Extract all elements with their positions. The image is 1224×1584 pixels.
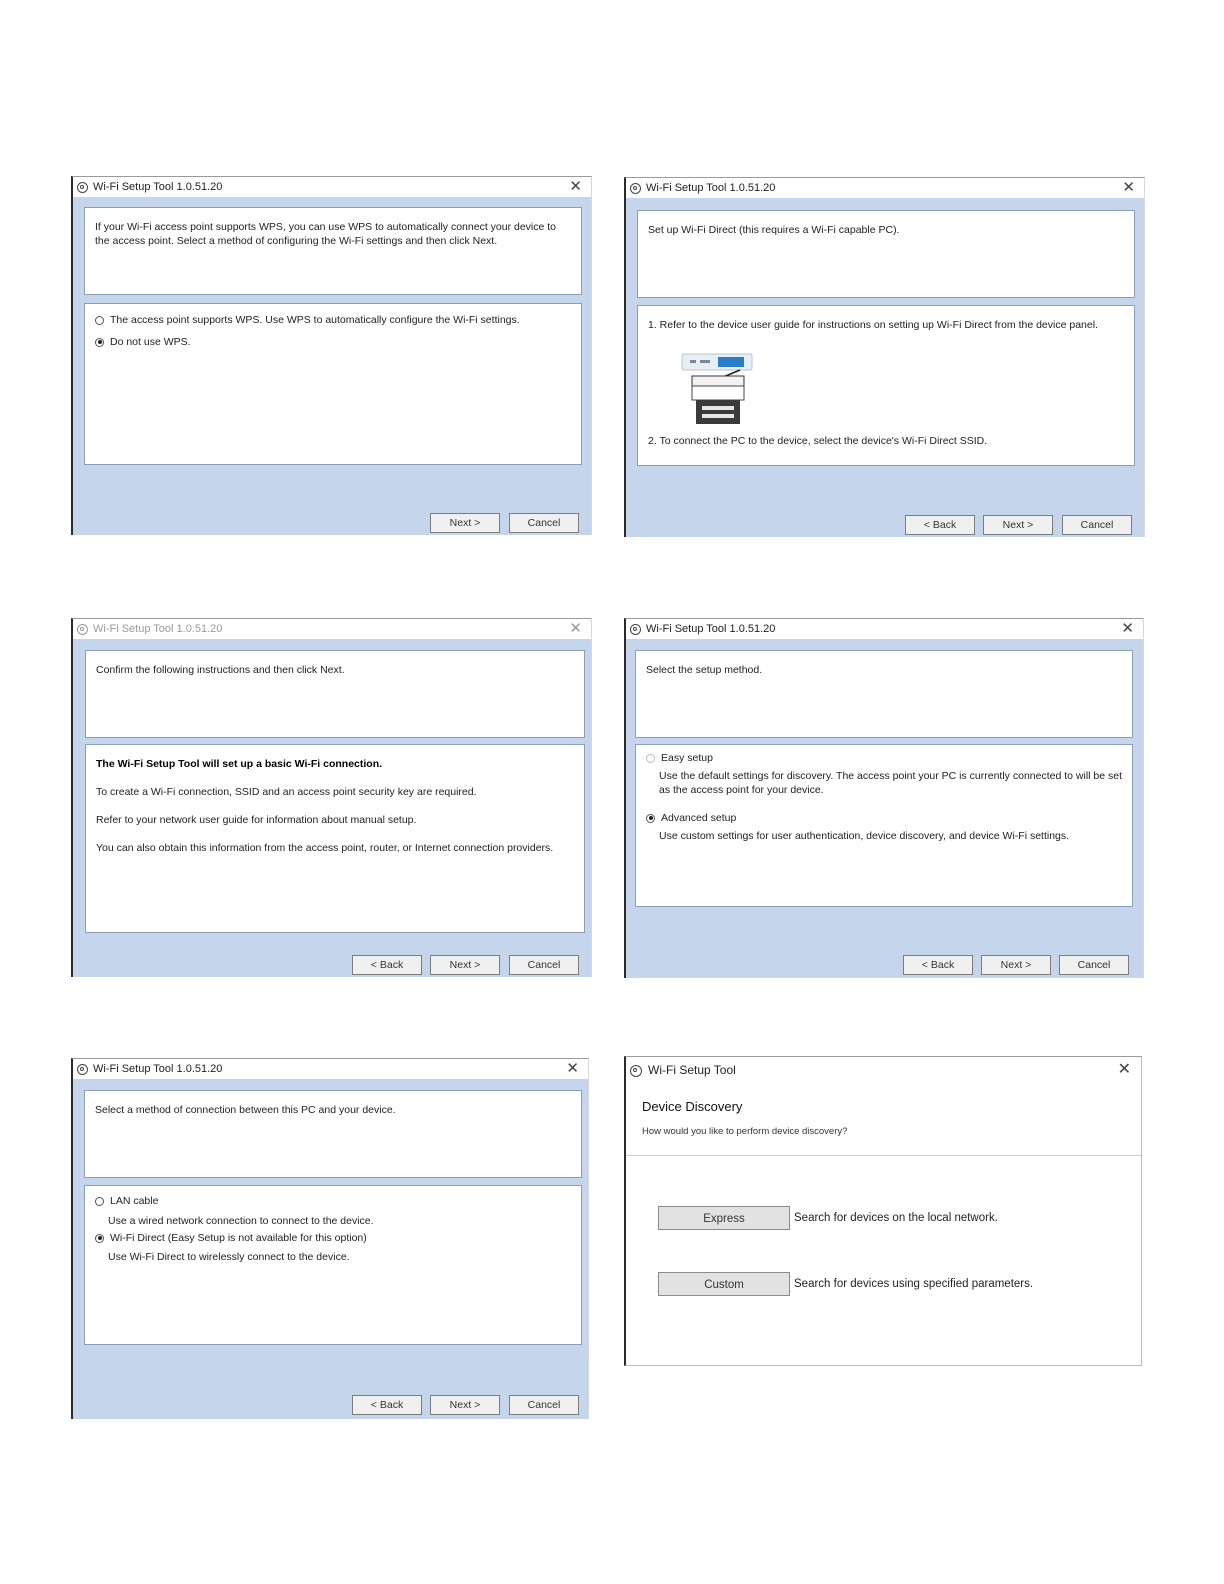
page-heading: Device Discovery — [642, 1099, 743, 1114]
radio-option-no-wps[interactable] — [95, 335, 571, 349]
divider — [626, 1155, 1141, 1156]
instruction-text: Set up Wi-Fi Direct (this requires a Wi-Fi capable PC). — [648, 224, 900, 236]
options-panel — [635, 744, 1133, 907]
printer-icon — [680, 352, 756, 428]
radio-button-selected-icon[interactable] — [95, 1234, 104, 1243]
back-button[interactable]: < Back — [352, 955, 422, 975]
window-title: Wi-Fi Setup Tool — [648, 1063, 736, 1077]
radio-label: The access point supports WPS. Use WPS to automatically configure the Wi-Fi settings. — [110, 314, 520, 326]
wifi-direct-dialog — [624, 177, 1145, 537]
back-button[interactable]: < Back — [903, 955, 973, 975]
wifi-setup-app-icon — [77, 182, 88, 193]
back-button[interactable]: < Back — [352, 1395, 422, 1415]
radio-option-wifi-direct[interactable] — [95, 1231, 571, 1245]
lan-cable-description: Use a wired network connection to connect to the device. — [108, 1215, 374, 1227]
close-icon[interactable]: ✕ — [1121, 620, 1134, 637]
instruction-panel — [85, 650, 585, 738]
close-icon[interactable]: ✕ — [1122, 179, 1135, 196]
custom-description: Search for devices using specified parameters. — [794, 1278, 1034, 1290]
radio-label: Advanced setup — [661, 812, 737, 824]
window-title: Wi-Fi Setup Tool 1.0.51.20 — [646, 623, 776, 635]
steps-panel — [637, 305, 1135, 466]
radio-option-lan-cable[interactable] — [95, 1194, 571, 1208]
step-1-text: 1. Refer to the device user guide for instructions on setting up Wi-Fi Direct from the device panel. — [648, 319, 1098, 331]
connection-method-dialog — [71, 1058, 589, 1419]
title-bar — [626, 619, 1143, 639]
advanced-setup-description: Use custom settings for user authentication, device discovery, and device Wi-Fi settings. — [659, 830, 1070, 842]
radio-option-wps[interactable] — [95, 313, 571, 327]
instruction-panel — [635, 650, 1133, 738]
back-button[interactable]: < Back — [905, 515, 975, 535]
radio-button-icon[interactable] — [95, 316, 104, 325]
info-heading: The Wi-Fi Setup Tool will set up a basic Wi-Fi connection. — [96, 758, 383, 770]
close-icon[interactable]: ✕ — [1117, 1061, 1131, 1078]
radio-button-icon[interactable] — [646, 754, 655, 763]
title-bar — [626, 178, 1144, 198]
window-title: Wi-Fi Setup Tool 1.0.51.20 — [93, 623, 223, 635]
title-bar — [73, 619, 591, 639]
confirm-dialog — [71, 618, 592, 977]
instruction-text: Select the setup method. — [646, 664, 763, 676]
info-line-1: To create a Wi-Fi connection, SSID and an access point security key are required. — [96, 786, 477, 798]
radio-button-icon[interactable] — [95, 1197, 104, 1206]
close-icon[interactable]: ✕ — [569, 178, 582, 195]
window-title: Wi-Fi Setup Tool 1.0.51.20 — [646, 182, 776, 194]
radio-label: Easy setup — [661, 752, 713, 764]
next-button[interactable]: Next > — [981, 955, 1051, 975]
page-subheading: How would you like to perform device discovery? — [642, 1126, 848, 1137]
info-panel — [85, 744, 585, 933]
info-line-2: Refer to your network user guide for information about manual setup. — [96, 814, 417, 826]
wps-dialog — [71, 176, 592, 535]
radio-button-selected-icon[interactable] — [95, 338, 104, 347]
express-description: Search for devices on the local network. — [794, 1212, 998, 1224]
radio-label: LAN cable — [110, 1195, 159, 1207]
instruction-panel — [84, 1090, 582, 1178]
next-button[interactable]: Next > — [430, 1395, 500, 1415]
next-button[interactable]: Next > — [430, 513, 500, 533]
step-2-text: 2. To connect the PC to the device, select the device's Wi-Fi Direct SSID. — [648, 435, 988, 447]
wifi-direct-description: Use Wi-Fi Direct to wirelessly connect to the device. — [108, 1251, 350, 1263]
wifi-setup-app-icon — [77, 624, 88, 635]
radio-option-easy-setup[interactable] — [646, 751, 1122, 765]
instruction-text: Select a method of connection between this PC and your device. — [95, 1104, 396, 1116]
options-panel — [84, 1185, 582, 1345]
cancel-button[interactable]: Cancel — [509, 1395, 579, 1415]
radio-label: Wi-Fi Direct (Easy Setup is not available for this option) — [110, 1232, 367, 1244]
cancel-button[interactable]: Cancel — [509, 955, 579, 975]
window-title: Wi-Fi Setup Tool 1.0.51.20 — [93, 1063, 223, 1075]
cancel-button[interactable]: Cancel — [1059, 955, 1129, 975]
next-button[interactable]: Next > — [983, 515, 1053, 535]
wifi-setup-app-icon — [630, 183, 641, 194]
next-button[interactable]: Next > — [430, 955, 500, 975]
window-title: Wi-Fi Setup Tool 1.0.51.20 — [93, 181, 223, 193]
custom-button[interactable]: Custom — [658, 1272, 790, 1296]
wifi-setup-app-icon — [77, 1064, 88, 1075]
close-icon[interactable]: ✕ — [566, 1060, 579, 1077]
close-icon[interactable]: ✕ — [569, 620, 582, 637]
instruction-text: Confirm the following instructions and then click Next. — [96, 664, 345, 676]
instruction-text: If your Wi-Fi access point supports WPS, you can use WPS to automatically connect your device to the access point. Select a method of configuring the Wi-Fi settings and then click Next. — [95, 221, 557, 247]
instruction-panel — [637, 210, 1135, 298]
wifi-setup-app-icon — [630, 624, 641, 635]
radio-label: Do not use WPS. — [110, 336, 191, 348]
info-line-3: You can also obtain this information from the access point, router, or Internet connection providers. — [96, 842, 554, 854]
radio-option-advanced-setup[interactable] — [646, 811, 1122, 825]
easy-setup-description: Use the default settings for discovery. The access point your PC is currently connected to will be set as the access point for your device. — [659, 770, 1122, 796]
radio-button-selected-icon[interactable] — [646, 814, 655, 823]
express-button[interactable]: Express — [658, 1206, 790, 1230]
wifi-setup-app-icon — [630, 1065, 642, 1077]
title-bar — [73, 177, 591, 197]
options-panel — [84, 303, 582, 465]
device-discovery-dialog — [624, 1056, 1142, 1366]
cancel-button[interactable]: Cancel — [1062, 515, 1132, 535]
cancel-button[interactable]: Cancel — [509, 513, 579, 533]
title-bar — [73, 1059, 588, 1079]
instruction-panel — [84, 207, 582, 295]
setup-method-dialog — [624, 618, 1144, 978]
